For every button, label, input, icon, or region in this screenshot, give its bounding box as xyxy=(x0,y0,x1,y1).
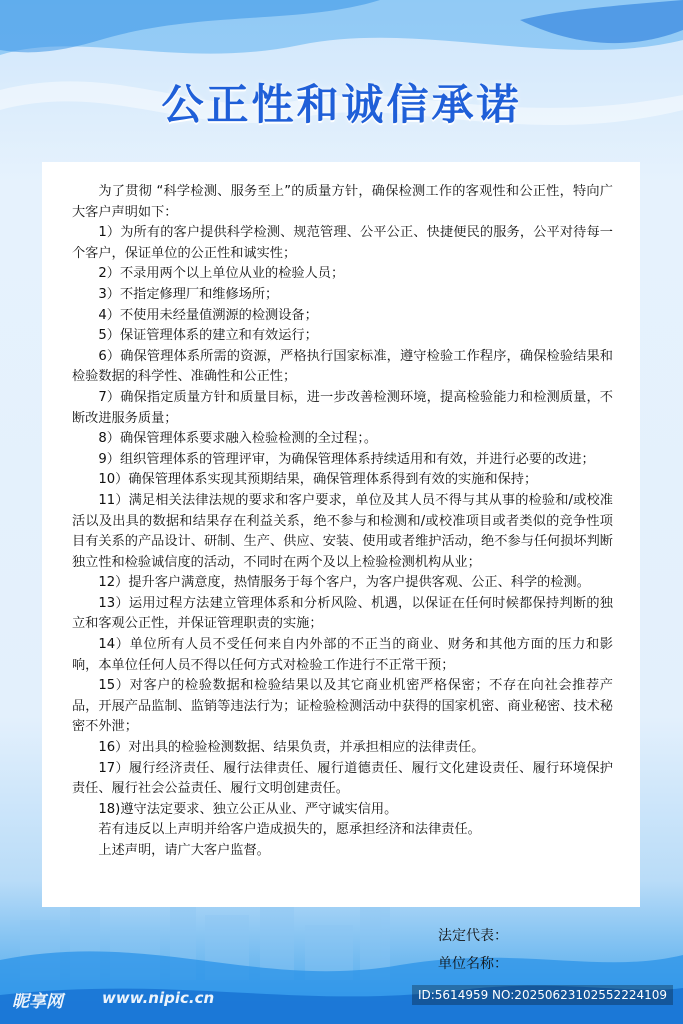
paragraph-item-8: 8）确保管理体系要求融入检验检测的全过程；。 xyxy=(98,431,378,447)
watermark-logo: 昵享网 xyxy=(12,992,63,1012)
watermark-url: www.nipic.cn xyxy=(102,989,215,1007)
paragraph-item-14: 14）单位所有人员不受任何来自内外部的不正当的商业、财务和其他方面的压力和影响，本单位任何人员不得以任何方式对检验工作进行不正常干预； xyxy=(72,637,613,673)
page-title: 公正性和诚信承诺 xyxy=(161,80,522,129)
paragraph-item-6: 6）确保管理体系所需的资源，严格执行国家标准，遵守检验工作程序，确保检验结果和检验数据的科学性、准确性和公正性； xyxy=(72,348,613,385)
paragraph-item-9: 9）组织管理体系的管理评审，为确保管理体系持续适用和有效，并进行必要的改进； xyxy=(98,451,595,467)
paragraph-item-5: 5）保证管理体系的建立和有效运行； xyxy=(98,328,318,344)
paragraph-item-10: 10）确保管理体系实现其预期结果，确保管理体系得到有效的实施和保持； xyxy=(98,472,538,488)
paragraph-intro: 为了贯彻 “科学检测、服务至上”的质量方针，确保检测工作的客观性和公正性，特向广大客户声明如下： xyxy=(72,184,613,220)
paragraph-item-17: 17）履行经济责任、履行法律责任、履行道德责任、履行文化建设责任、履行环境保护责任、履行社会公益责任、履行文明创建责任。 xyxy=(72,760,613,797)
paragraph-item-16: 16）对出具的检验检测数据、结果负责，并承担相应的法律责任。 xyxy=(98,740,485,756)
paragraph-item-13: 13）运用过程方法建立管理体系和分析风险、机遇，以保证在任何时候都保持判断的独立和客观公正性，并保证管理职责的实施； xyxy=(72,595,613,632)
paragraph-item-11: 11）满足相关法律法规的要求和客户要求，单位及其人员不得与其从事的检验和/或校准活以及出具的数据和结果存在利益关系，绝不参与和检测和/或校准项目或者类似的竞争性项目有关系的产品设计、研制、生产、供应、安装、使用或者维护活动，绝不参与任何损坏判断独立性和检验诚信度的活动，不同时在两个及以上检验检测机构从业； xyxy=(72,492,613,570)
paragraph-item-2: 2）不录用两个以上单位从业的检验人员； xyxy=(98,266,345,282)
paragraph-item-12: 12）提升客户满意度，热情服务于每个客户，为客户提供客观、公正、科学的检测。 xyxy=(98,575,590,591)
declaration-body xyxy=(72,182,613,862)
paragraph-item-7: 7）确保指定质量方针和质量目标，进一步改善检测环境，提高检验能力和检测质量，不断改进服务质量； xyxy=(72,389,613,426)
paragraph-closing: 上述声明，请广大客户监督。 xyxy=(98,843,270,858)
paragraph-item-18: 18)遵守法定要求、独立公正从业、严守诚实信用。 xyxy=(98,801,398,817)
paragraph-item-4: 4）不使用未经量值溯源的检测设备； xyxy=(98,307,318,323)
paragraph-item-15: 15）对客户的检验数据和检验结果以及其它商业机密严格保密；不存在向社会推荐产品，开展产品监制、监销等违法行为；证检验检测活动中获得的国家机密、商业秘密、技术秘密不外泄； xyxy=(72,678,613,735)
unit-name-label: 单位名称： xyxy=(438,956,508,972)
paragraph-liability: 若有违反以上声明并给客户造成损失的，愿承担经济和法律责任。 xyxy=(98,822,481,838)
paragraph-item-3: 3）不指定修理厂和维修场所； xyxy=(98,286,279,302)
paragraph-item-1: 1）为所有的客户提供科学检测、规范管理、公平公正、快捷便民的服务，公平对待每一个客户，保证单位的公正性和诚实性； xyxy=(72,225,613,261)
watermark-id: ID:5614959 NO:20250623102552224109 xyxy=(412,985,673,1005)
legal-representative-label: 法定代表： xyxy=(438,928,508,944)
